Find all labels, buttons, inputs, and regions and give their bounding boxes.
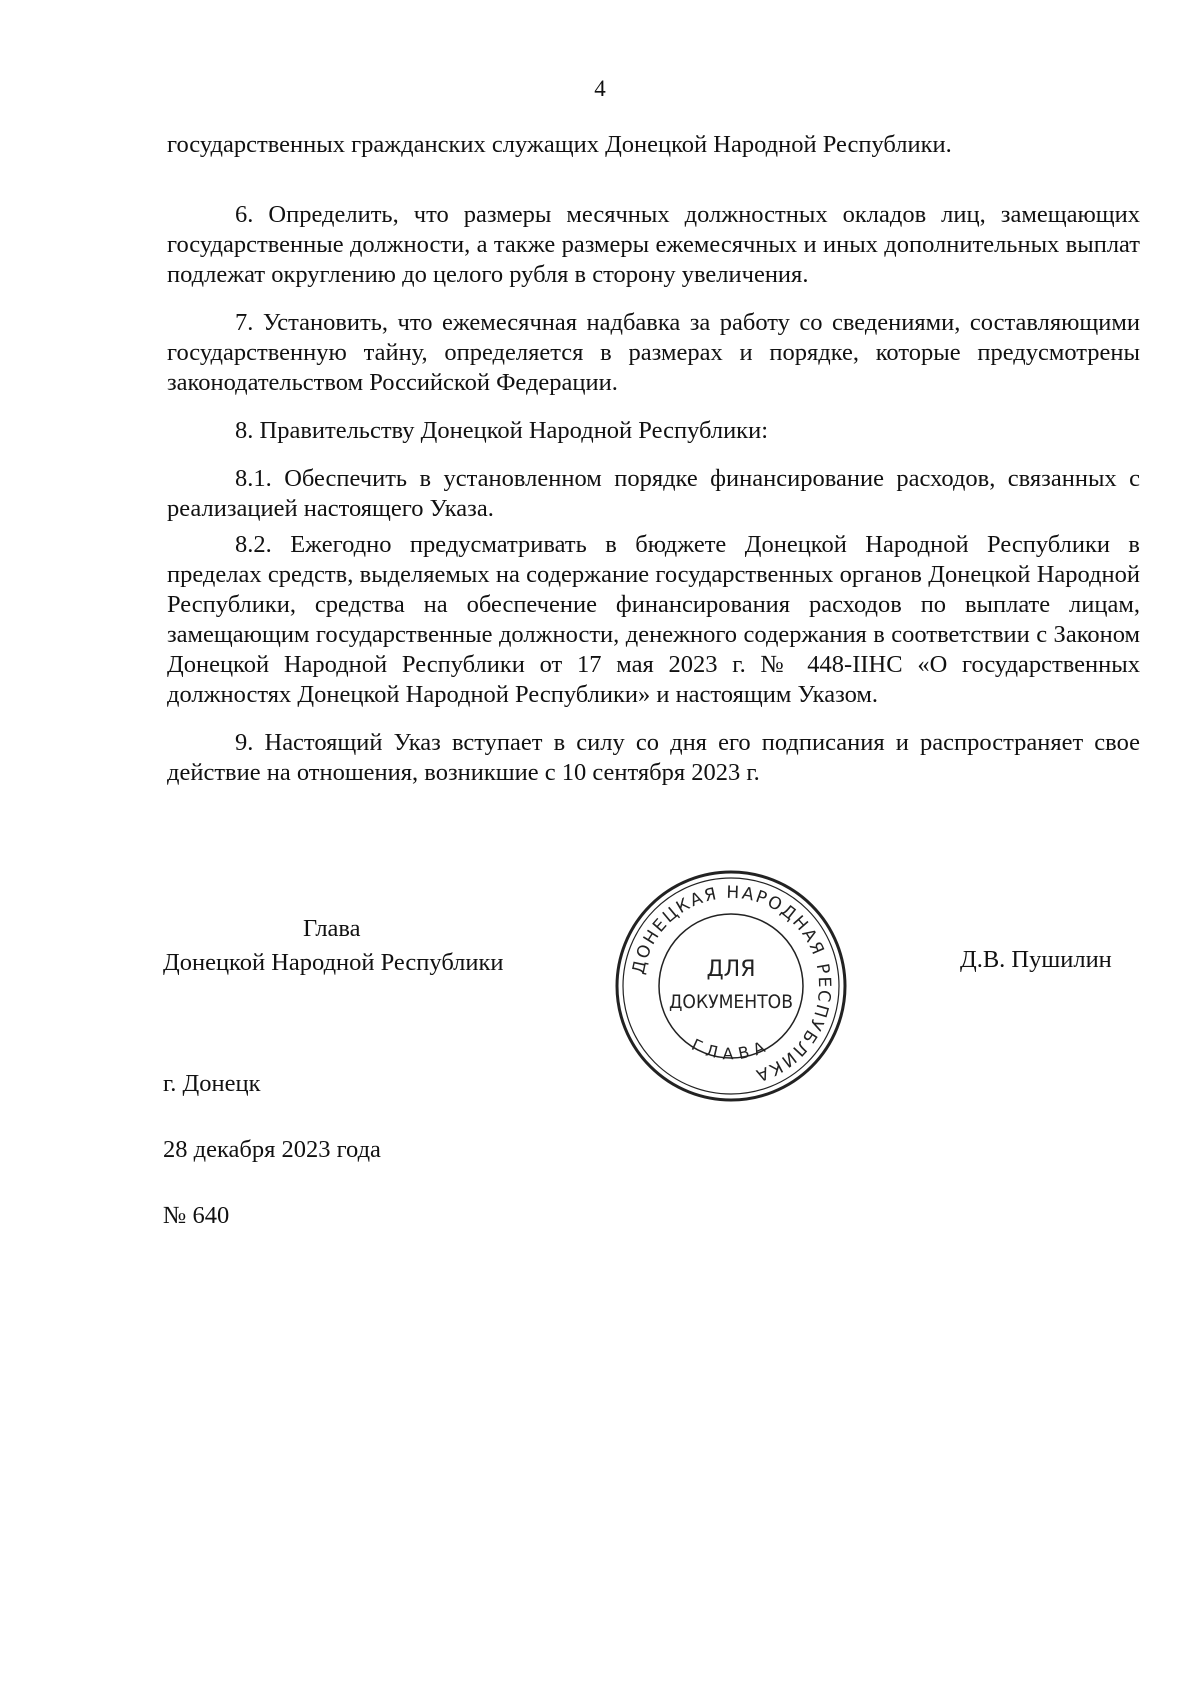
page-number: 4 [594, 76, 606, 101]
signatory-name: Д.В. Пушилин [960, 946, 1112, 973]
paragraph-7: 7. Установить, что ежемесячная надбавка за работу со сведениями, составляющими государственную тайну, определяется в размерах и порядке, которые предусмотрены законодательством Российской Федерации. [167, 309, 1140, 396]
issue-date: 28 декабря 2023 года [163, 1136, 381, 1163]
svg-text:ГЛАВА [689, 1035, 774, 1063]
signatory-title-line-2: Донецкой Народной Республики [163, 949, 504, 976]
seal-center-line-2: ДОКУМЕНТОВ [669, 991, 793, 1013]
seal-ring-text: ДОНЕЦКАЯ НАРОДНАЯ РЕСПУБЛИКА [628, 882, 835, 1086]
decree-body [167, 200, 1140, 788]
decree-continuation [167, 130, 1140, 160]
signatory-title-line-1: Глава [303, 915, 361, 942]
paragraph-8-2: 8.2. Ежегодно предусматривать в бюджете Донецкой Народной Республики в пределах средств, выделяемых на содержание государственных органов Донецкой Народной Республики, средства на обеспечение финансирования расходов по выплате лицам, замещающим государственные должности, денежного содержания в соответствии с Законом Донецкой Народной Республики от 17 мая 2023 г. № 448-IIНС «О государственных должностях Донецкой Народной Республики» и настоящим Указом. [167, 531, 1140, 708]
seal-center-ring [659, 914, 803, 1058]
paragraph-8: 8. Правительству Донецкой Народной Республики: [235, 417, 769, 444]
decree-number: № 640 [163, 1202, 230, 1229]
issue-place: г. Донецк [163, 1070, 261, 1097]
seal-outer-ring [617, 872, 845, 1100]
official-seal [613, 868, 849, 1104]
seal-bottom-text: ГЛАВА [688, 1035, 774, 1064]
paragraph-9: 9. Настоящий Указ вступает в силу со дня его подписания и распространяет свое действие на отношения, возникшие с 10 сентября 2023 г. [167, 729, 1140, 786]
paragraph-6: 6. Определить, что размеры месячных должностных окладов лиц, замещающих государственные должности, а также размеры ежемесячных и иных дополнительных выплат подлежат округлению до целого рубля в сторону увеличения. [167, 201, 1140, 288]
paragraph-continuation: государственных гражданских служащих Донецкой Народной Республики. [167, 131, 952, 158]
paragraph-8-1: 8.1. Обеспечить в установленном порядке финансирование расходов, связанных с реализацией настоящего Указа. [167, 465, 1140, 522]
seal-center-line-1: ДЛЯ [706, 957, 756, 982]
signatory-title [163, 912, 563, 980]
